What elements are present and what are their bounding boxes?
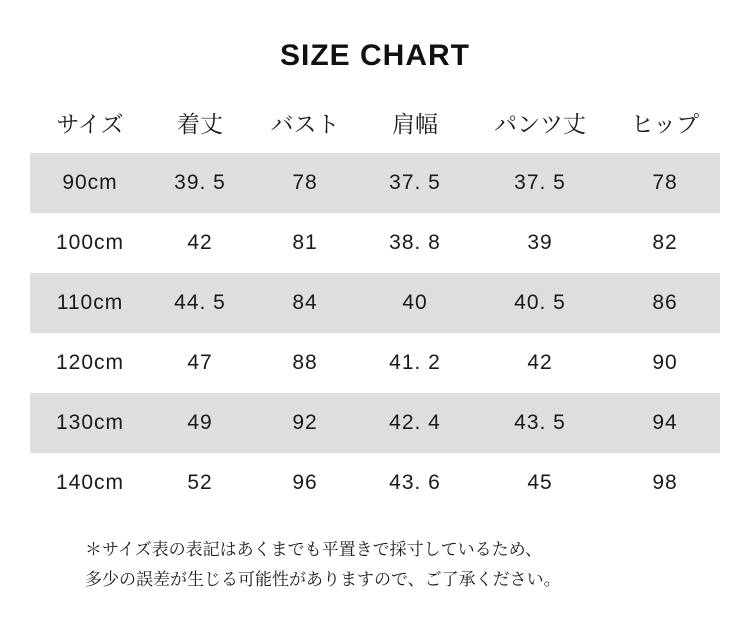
column-header-size: サイズ — [56, 111, 124, 137]
cell-length: 47 — [150, 333, 250, 393]
cell-bust: 78 — [250, 153, 360, 213]
cell-hip: 82 — [610, 213, 720, 273]
column-header-bust: バスト — [270, 111, 340, 137]
cell-pants-length: 43. 5 — [470, 393, 610, 453]
table-row — [30, 333, 720, 393]
table-header — [30, 100, 720, 153]
cell-length: 42 — [150, 213, 250, 273]
table-body — [30, 153, 720, 513]
cell-shoulder: 42. 4 — [360, 393, 470, 453]
disclaimer-line-2: 多少の誤差が生じる可能性がありますので、ご了承ください。 — [85, 569, 561, 589]
cell-length: 39. 5 — [150, 153, 250, 213]
table-row — [30, 393, 720, 453]
cell-bust: 96 — [250, 453, 360, 513]
column-header-pants-length: パンツ丈 — [494, 111, 586, 137]
cell-pants-length: 37. 5 — [470, 153, 610, 213]
table-row — [30, 273, 720, 333]
table-row — [30, 153, 720, 213]
cell-size: 120cm — [30, 333, 150, 393]
disclaimer-line-1: ＊サイズ表の表記はあくまでも平置きで採寸しているため、 — [85, 540, 542, 559]
column-header-hip: ヒップ — [630, 111, 700, 137]
cell-shoulder: 37. 5 — [360, 153, 470, 213]
column-header-shoulder: 肩幅 — [392, 111, 438, 137]
cell-shoulder: 40 — [360, 273, 470, 333]
cell-length: 52 — [150, 453, 250, 513]
cell-pants-length: 45 — [470, 453, 610, 513]
cell-shoulder: 38. 8 — [360, 213, 470, 273]
disclaimer-note — [55, 535, 695, 595]
cell-bust: 81 — [250, 213, 360, 273]
cell-pants-length: 40. 5 — [470, 273, 610, 333]
cell-pants-length: 42 — [470, 333, 610, 393]
header-row — [30, 100, 720, 153]
table-row — [30, 453, 720, 513]
page-title: SIZE CHART — [280, 39, 470, 72]
table-row — [30, 213, 720, 273]
cell-shoulder: 43. 6 — [360, 453, 470, 513]
cell-hip: 86 — [610, 273, 720, 333]
cell-hip: 90 — [610, 333, 720, 393]
cell-pants-length: 39 — [470, 213, 610, 273]
cell-hip: 78 — [610, 153, 720, 213]
cell-length: 49 — [150, 393, 250, 453]
cell-size: 90cm — [30, 153, 150, 213]
cell-size: 110cm — [30, 273, 150, 333]
cell-hip: 94 — [610, 393, 720, 453]
cell-hip: 98 — [610, 453, 720, 513]
cell-shoulder: 41. 2 — [360, 333, 470, 393]
cell-length: 44. 5 — [150, 273, 250, 333]
cell-size: 140cm — [30, 453, 150, 513]
cell-bust: 92 — [250, 393, 360, 453]
cell-bust: 84 — [250, 273, 360, 333]
cell-size: 130cm — [30, 393, 150, 453]
cell-size: 100cm — [30, 213, 150, 273]
column-header-length: 着丈 — [177, 111, 223, 137]
cell-bust: 88 — [250, 333, 360, 393]
size-chart-table — [30, 100, 720, 513]
